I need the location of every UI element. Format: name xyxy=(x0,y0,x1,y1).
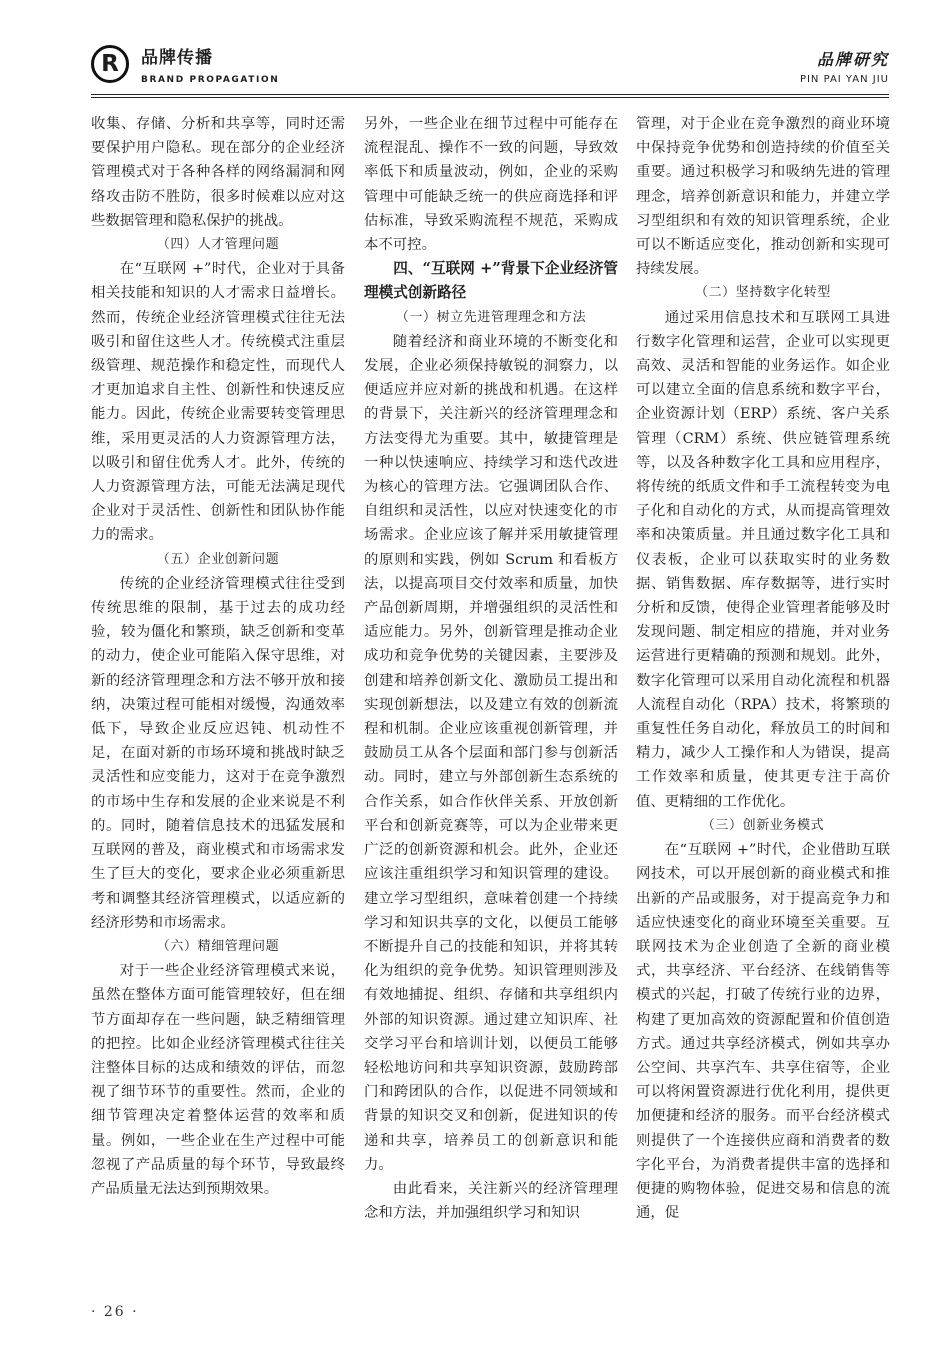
paragraph: 由此看来，关注新兴的经济管理理念和方法，并加强组织学习和知识 xyxy=(364,1180,618,1222)
text-column-1 xyxy=(91,112,345,1292)
section-title: 品牌研究 xyxy=(816,50,889,69)
paragraph: 在“互联网 +”时代，企业借助互联网技术，可以开展创新的商业模式和推出新的产品或服务，对于提高竞争力和适应快速变化的商业环境至关重要。互联网技术为企业创造了全新的商业模式，共享经济、平台经济、在线销售等模式的兴起，打破了传统行业的边界，构建了更加高效的资源配置和价值创造方式。通过共享经济模式，例如共享办公空间、共享汽车、共享住宿等，企业可以将闲置资源进行优化利用，提供更加便捷和经济的服务。而平台经济模式则提供了一个连接供应商和消费者的数字化平台，为消费者提供丰富的选择和便捷的购物体验，促进交易和信息的流通，促 xyxy=(636,842,890,1222)
page-number: · 26 · xyxy=(91,1304,139,1320)
paragraph: 另外，一些企业在细节过程中可能存在流程混乱、操作不一致的问题，导致效率低下和质量波动，例如，企业的采购管理中可能缺乏统一的供应商选择和评估标准，导致采购流程不规范，采购成本不可控。 xyxy=(364,116,618,254)
subsection-heading: （三）创新业务模式 xyxy=(701,817,825,833)
journal-name: 品牌传播 xyxy=(141,48,213,68)
text-column-3 xyxy=(636,112,890,1292)
subsection-heading: （五）企业创新问题 xyxy=(156,551,280,567)
journal-name-english: BRAND PROPAGATION xyxy=(141,75,280,85)
subsection-heading: （六）精细管理问题 xyxy=(156,938,280,954)
header-rule xyxy=(91,94,889,95)
header-rule-secondary xyxy=(91,97,889,98)
section-heading: 四、“互联网 +”背景下企业经济管理模式创新路径 xyxy=(364,260,618,302)
subsection-heading: （四）人才管理问题 xyxy=(156,237,280,253)
paragraph: 收集、存储、分析和共享等，同时还需要保护用户隐私。现在部分的企业经济管理模式对于各种各样的网络漏洞和网络攻击防不胜防，很多时候难以应对这些数据管理和隐私保护的挑战。 xyxy=(91,116,345,229)
subsection-heading: （一）树立先进管理理念和方法 xyxy=(395,309,587,325)
paragraph: 通过采用信息技术和互联网工具进行数字化管理和运营，企业可以实现更高效、灵活和智能的业务运作。如企业可以建立全面的信息系统和数字平台，企业资源计划（ERP）系统、客户关系管理（CRM）系统、供应链管理系统等，以及各种数字化工具和应用程序，将传统的纸质文件和手工流程转变为电子化和自动化的方式，从而提高管理效率和决策质量。并且通过数字化工具和仪表板，企业可以获取实时的业务数据、销售数据、库存数据等，进行实时分析和反馈，使得企业管理者能够及时发现问题、制定相应的措施，并对业务运营进行更精确的预测和规划。此外，数字化管理可以采用自动化流程和机器人流程自动化（RPA）技术，将繁琐的重复性任务自动化，释放员工的时间和精力，减少人工操作和人为错误，提高工作效率和质量，使其更专注于高价值、更精细的工作优化。 xyxy=(636,309,890,810)
paragraph: 管理，对于企业在竞争激烈的商业环境中保持竞争优势和创造持续的价值至关重要。通过积极学习和吸纳先进的管理理念，培养创新意识和能力，并建立学习型组织和有效的知识管理系统，企业可以不断适应变化，推动创新和实现可持续发展。 xyxy=(636,116,890,278)
paragraph: 对于一些企业经济管理模式来说，虽然在整体方面可能管理较好，但在细节方面却存在一些问题，缺乏精细管理的把控。比如企业经济管理模式往往关注整体目标的达成和绩效的评估，而忽视了细节环节的重要性。然而，企业的细节管理决定着整体运营的效率和质量。例如，一些企业在生产过程中可能忽视了产品质量的每个环节，导致最终产品质量无法达到预期效果。 xyxy=(91,963,345,1197)
text-column-2 xyxy=(364,112,618,1292)
paragraph: 随着经济和商业环境的不断变化和发展，企业必须保持敏锐的洞察力，以便适应并应对新的挑战和机遇。在这样的背景下，关注新兴的经济管理理念和方法变得尤为重要。其中，敏捷管理是一种以快速响应、持续学习和迭代改进为核心的管理方法。它强调团队合作、自组织和灵活性，以应对快速变化的市场需求。企业应该了解并采用敏捷管理的原则和实践，例如 Scrum 和看板方法，以提高项目交付效率和质量，加快产品创新周期，并增强组织的灵活性和适应能力。另外，创新管理是推动企业成功和竞争优势的关键因素，主要涉及创建和培养创新文化、激励员工提出和实现创新想法，以及建立有效的创新流程和机制。企业应该重视创新管理，并鼓励员工从各个层面和部门参与创新活动。同时，建立与外部创新生态系统的合作关系，如合作伙伴关系、开放创新平台和创新竞赛等，可以为企业带来更广泛的创新资源和机会。此外，企业还应该注重组织学习和知识管理的建设。建立学习型组织，意味着创建一个持续学习和知识共享的文化，以便员工能够不断提升自己的技能和知识，并将其转化为组织的竞争优势。知识管理则涉及有效地捕捉、组织、存储和共享组织内外部的知识资源。通过建立知识库、社交学习平台和培训计划，以便员工能够轻松地访问和共享知识资源，鼓励跨部门和跨团队的合作，以促进不同领域和背景的知识交叉和创新，促进知识的传递和共享，培养员工的创新意识和能力。 xyxy=(364,333,618,1173)
brand-logo-icon: R xyxy=(91,45,129,83)
subsection-heading: （二）坚持数字化转型 xyxy=(694,285,831,301)
paragraph: 传统的企业经济管理模式往往受到传统思维的限制，基于过去的成功经验，较为僵化和繁琐，缺乏创新和变革的动力，使企业可能陷入保守思维，对新的经济管理理念和方法不够开放和接纳，决策过程可能相对缓慢，沟通效率低下，导致企业反应迟钝、机动性不足，在面对新的市场环境和挑战时缺乏灵活性和应变能力，这对于在竞争激烈的市场中生存和发展的企业来说是不利的。同时，随着信息技术的迅猛发展和互联网的普及，商业模式和市场需求发生了巨大的变化，要求企业必须重新思考和调整其经济管理模式，以适应新的经济形势和市场需求。 xyxy=(91,575,345,931)
section-title-pinyin: PIN PAI YAN JIU xyxy=(799,74,889,85)
paragraph: 在“互联网 +”时代，企业对于具备相关技能和知识的人才需求日益增长。然而，传统企业经济管理模式往往无法吸引和留住这些人才。传统模式注重层级管理、规范操作和稳定性，而现代人才更加追求自主性、创新性和快速反应能力。因此，传统企业需要转变管理思维，采用更灵活的人力资源管理方法，以吸引和留住优秀人才。此外，传统的人力资源管理方法，可能无法满足现代企业对于灵活性、创新性和团队协作能力的需求。 xyxy=(91,261,345,544)
